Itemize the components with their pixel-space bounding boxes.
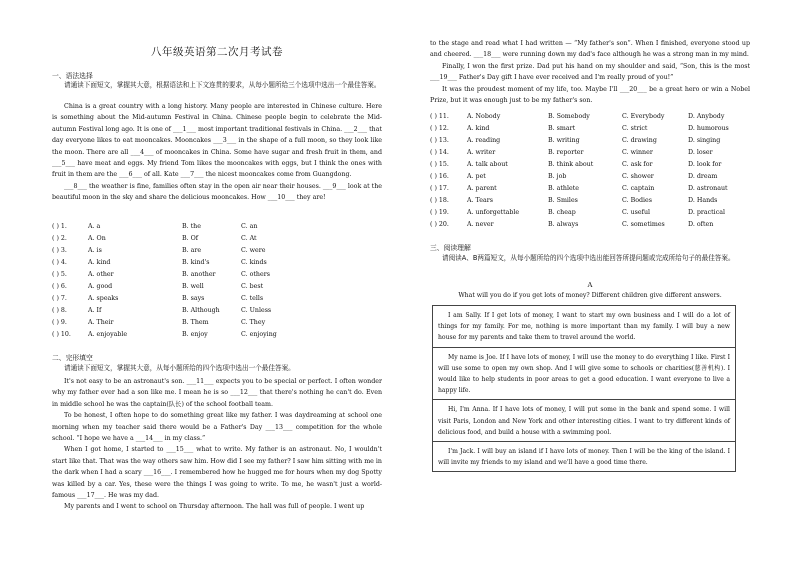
answer-option: A. reading — [467, 137, 501, 144]
question-number: ( ) 14. — [430, 149, 449, 156]
answer-option: B. always — [548, 221, 579, 228]
answer-option: C. others — [241, 271, 270, 278]
answer-option: A. kind — [467, 125, 490, 132]
passage-paragraph: to the stage and read what I had written — “My father's son”. When I finished, everyone stood up and cheered. ___18___ were running down my dad's face although he was a strong man in my mind. — [430, 40, 750, 59]
question-number: ( ) 7. — [52, 295, 67, 302]
answer-option: C. an — [241, 223, 258, 230]
answer-option: B. cheap — [548, 209, 576, 216]
answer-option: B. think about — [548, 161, 594, 168]
reading-card: I'm Jack. I will buy an island if I have lots of money. Then I will be the king of the island. I will invite my friends to my island and we'll have a good time there. — [438, 448, 730, 467]
answer-option: A. Their — [88, 319, 114, 326]
answer-option: B. job — [548, 173, 567, 180]
section2-passage-left — [52, 376, 382, 513]
question-row — [430, 207, 750, 219]
question-number: ( ) 10. — [52, 331, 71, 338]
section3-heading: 三、阅读理解 — [430, 244, 471, 252]
question-number: ( ) 13. — [430, 137, 449, 144]
question-number: ( ) 3. — [52, 247, 67, 254]
question-number: ( ) 18. — [430, 197, 449, 204]
answer-option: D. look for — [688, 161, 722, 168]
right-column — [430, 0, 750, 562]
answer-option: B. Although — [182, 307, 220, 314]
question-number: ( ) 19. — [430, 209, 449, 216]
answer-option: B. another — [182, 271, 216, 278]
answer-option: B. smart — [548, 125, 576, 132]
page-title: 八年级英语第二次月考试卷 — [151, 46, 283, 58]
passage-paragraph: ___8___ the weather is fine, families often stay in the open air near their houses. ___9___ look at the beautiful moon in the sky and share the delicious mooncakes. How ___10___ they are! — [52, 182, 382, 202]
question-number: ( ) 9. — [52, 319, 67, 326]
question-number: ( ) 4. — [52, 259, 67, 266]
question-number: ( ) 2. — [52, 235, 67, 242]
passage-paragraph: To be honest, I often hope to do something great like my father. I was daydreaming at school one morning when my teacher said there would be a Father's Day ___13___ competition for the whole school. “I hope we have a ___14___ in my class.” — [52, 412, 382, 443]
answer-option: C. They — [241, 319, 266, 326]
question-row — [430, 183, 750, 195]
answer-option: A. pet — [467, 173, 486, 180]
question-row — [52, 281, 382, 293]
answer-option: C. tells — [241, 295, 264, 302]
answer-option: A. Tears — [467, 197, 493, 204]
answer-option: C. winner — [622, 149, 653, 156]
question-row — [430, 147, 750, 159]
passage-paragraph: My parents and I went to school on Thursday afternoon. The hall was full of people. I went up — [64, 503, 365, 511]
section1-instruction: 请通读下面短文，掌握其大意，根据语法和上下文连贯的要求，从每小题所给三个选项中选出一个最佳答案。 — [64, 81, 381, 89]
passage-paragraph: China is a great country with a long history. Many people are interested in Chinese culture. Here is something about the Mid-autumn Festival in China. Chinese people begin to celebrate the Mid-autumn Festival long ago. It is one of ___1___ most important traditional festivals in China. ___2___ that day everyone likes to eat mooncakes. Mooncakes ___3___ in the shape of a full moon, so they look like the moon. There are all ___4___ of mooncakes in China. Some have sugar and fresh fruit in them, and ___5___ have meat and eggs. My friend Tom likes the mooncakes with eggs, but I think the ones with fruit in them are the ___6___ of all. Kate ___7___ the nicest mooncakes come from Guangdong. — [52, 103, 382, 179]
answer-option: C. enjoying — [241, 331, 277, 338]
section2-instruction: 请通读下面短文，掌握其大意，从每小题所给的四个选项中选出一个最佳答案。 — [64, 364, 295, 372]
section3-instruction: 请阅读A、B两篇短文，从每小题所给的四个选项中选出能回答所提问题或完成所给句子的最佳答案。 — [442, 254, 735, 262]
section1-options — [52, 221, 382, 341]
answer-option: D. Anybody — [688, 113, 725, 120]
question-number: ( ) 5. — [52, 271, 67, 278]
answer-option: A. speaks — [88, 295, 119, 302]
answer-option: C. Everybody — [622, 113, 665, 120]
question-row — [52, 269, 382, 281]
answer-option: D. often — [688, 221, 714, 228]
passage-paragraph: It was the proudest moment of my life, too. Maybe I'll ___20___ be a great hero or win a Nobel Prize, but it was enough just to be my father's son. — [430, 85, 750, 105]
answer-option: C. Bodies — [622, 197, 653, 204]
question-number: ( ) 8. — [52, 307, 67, 314]
answer-option: B. athlete — [548, 185, 579, 192]
answer-option: C. best — [241, 283, 264, 290]
question-row — [52, 317, 382, 329]
answer-option: A. talk about — [467, 161, 508, 168]
answer-option: B. the — [182, 223, 201, 230]
answer-option: C. Unless — [241, 307, 272, 314]
answer-option: A. is — [88, 247, 102, 254]
question-number: ( ) 20. — [430, 221, 449, 228]
answer-option: C. shower — [622, 173, 654, 180]
reading-card: Hi, I'm Anna. If I have lots of money, I will put some in the bank and spend some. I will visit Paris, London and New York and other interesting cities. I want to try different kinds of delicious food, and build a house with a swimming pool. — [433, 400, 735, 442]
answer-option: B. kind's — [182, 259, 210, 266]
answer-option: C. kinds — [241, 259, 267, 266]
answer-option: D. practical — [688, 209, 725, 216]
answer-option: C. At — [241, 235, 257, 242]
answer-option: A. good — [88, 283, 113, 290]
question-row — [52, 293, 382, 305]
question-number: ( ) 11. — [430, 113, 449, 120]
question-row — [430, 195, 750, 207]
answer-option: B. says — [182, 295, 205, 302]
answer-option: B. writing — [548, 137, 580, 144]
section1-heading: 一、语法选择 — [52, 72, 93, 80]
answer-option: C. captain — [622, 185, 655, 192]
answer-option: A. parent — [467, 185, 497, 192]
question-row — [52, 305, 382, 317]
answer-option: A. On — [88, 235, 106, 242]
answer-option: A. unforgettable — [467, 209, 520, 216]
answer-option: B. are — [182, 247, 202, 254]
answer-option: C. sometimes — [622, 221, 665, 228]
answer-option: D. singing — [688, 137, 721, 144]
answer-option: C. strict — [622, 125, 648, 132]
answer-option: D. Hands — [688, 197, 718, 204]
reading-card: I am Sally. If I get lots of money, I want to start my own business and I will do a lot of things for my family. For me, nothing is more important than my family. I will buy a new house for my parents and take them to travel around the world. — [433, 306, 735, 348]
answer-option: D. astronaut — [688, 185, 728, 192]
section2-heading: 二、完形填空 — [52, 354, 93, 362]
section1-passage — [52, 101, 382, 204]
question-row — [430, 171, 750, 183]
passage-paragraph: When I got home, I started to ___15___ what to write. My father is an astronaut. No, I wouldn't start like that. That was the way others saw him. How did I see my father? I saw him sitting with me in the dark when I had a scary ___16___. I remembered how he hugged me for hours when my dog Spotty was killed by a car. Yes, these were the things I was going to write. To me, he wasn't just a world-famous ___17___. He was my dad. — [52, 446, 382, 500]
question-number: ( ) 16. — [430, 173, 449, 180]
answer-option: B. Them — [182, 319, 209, 326]
question-row — [52, 257, 382, 269]
question-number: ( ) 17. — [430, 185, 449, 192]
question-number: ( ) 6. — [52, 283, 67, 290]
question-row — [52, 329, 382, 341]
part-label: A — [587, 281, 593, 289]
question-row — [430, 135, 750, 147]
question-number: ( ) 15. — [430, 161, 449, 168]
answer-option: B. well — [182, 283, 204, 290]
answer-option: C. useful — [622, 209, 651, 216]
answer-option: B. Of — [182, 235, 199, 242]
answer-option: B. enjoy — [182, 331, 208, 338]
question-number: ( ) 1. — [52, 223, 67, 230]
left-column — [52, 0, 382, 562]
section2-passage-right — [430, 38, 750, 106]
answer-option: A. If — [88, 307, 102, 314]
reading-card: My name is Joe. If I have lots of money, I will use the money to do everything I like. First I will use some to open my own shop. And I will give some to schools or charities(慈善机构). I would like to help students in poor areas to get a good education. I want everyone to live a happy life. — [433, 348, 735, 401]
question-number: ( ) 12. — [430, 125, 449, 132]
question-row — [52, 245, 382, 257]
answer-option: A. other — [88, 271, 114, 278]
answer-option: A. Nobody — [467, 113, 501, 120]
answer-option: A. enjoyable — [88, 331, 128, 338]
answer-option: B. Somebody — [548, 113, 590, 120]
answer-option: B. Smiles — [548, 197, 578, 204]
reading-cards — [432, 305, 736, 472]
answer-option: A. never — [467, 221, 494, 228]
section2-options — [430, 111, 750, 231]
answer-option: C. ask for — [622, 161, 653, 168]
question-row — [430, 123, 750, 135]
question-row — [430, 111, 750, 123]
question-row — [430, 159, 750, 171]
passage-paragraph: Finally, I won the first prize. Dad put his hand on my shoulder and said, “Son, this is the most ___19___ Father's Day gift I have ever received and I'm really proud of you!” — [430, 62, 750, 82]
answer-option: B. reporter — [548, 149, 584, 156]
answer-option: C. were — [241, 247, 266, 254]
answer-option: A. kind — [88, 259, 111, 266]
answer-option: D. loser — [688, 149, 713, 156]
question-row — [52, 233, 382, 245]
passage-paragraph: It's not easy to be an astronaut's son. ___11___ expects you to be special or perfect. I often wonder why my father ever had a son like me. I mean he is so ___12___ that there's nothing he can't do. Even in middle school he was the captain(队长) of the school football team. — [52, 378, 382, 408]
answer-option: A. writer — [467, 149, 496, 156]
answer-option: D. humorous — [688, 125, 729, 132]
answer-option: A. a — [88, 223, 101, 230]
question-row — [430, 219, 750, 231]
reading-intro: What will you do if you get lots of money? Different children give different answers. — [458, 292, 722, 299]
question-row — [52, 221, 382, 233]
answer-option: C. drawing — [622, 137, 657, 144]
answer-option: D. dream — [688, 173, 718, 180]
